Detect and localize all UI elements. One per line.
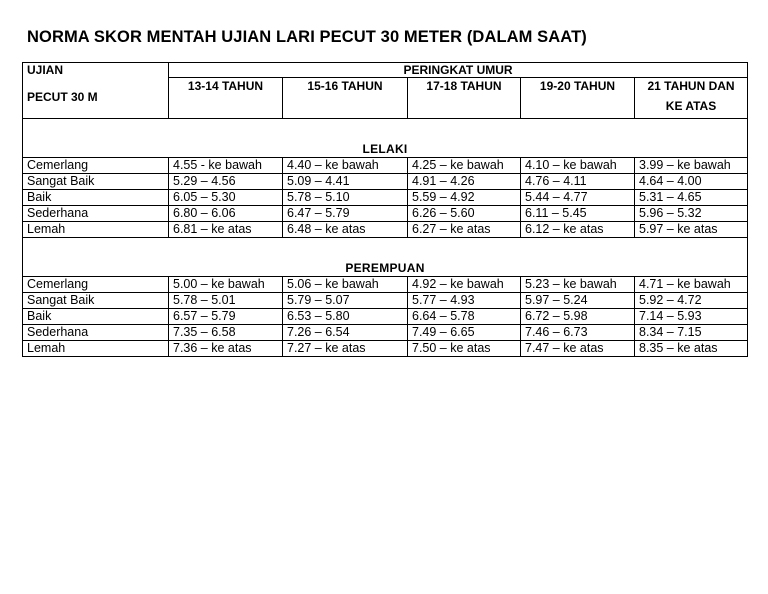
score-cell: 6.53 – 5.80 — [283, 309, 408, 325]
score-cell: 5.77 – 4.93 — [408, 293, 521, 309]
score-cell: 5.96 – 5.32 — [635, 206, 748, 222]
score-cell: 4.64 – 4.00 — [635, 174, 748, 190]
test-name-header — [23, 63, 169, 119]
norms-table — [22, 62, 748, 357]
score-cell: 7.27 – ke atas — [283, 341, 408, 357]
category-cell: Lemah — [23, 222, 169, 238]
section-header-row — [23, 238, 748, 277]
age-header-19-20: 19-20 TAHUN — [521, 78, 635, 119]
table-row — [23, 222, 748, 238]
table-row — [23, 341, 748, 357]
section-label: PEREMPUAN — [23, 238, 748, 277]
age-header-15-16: 15-16 TAHUN — [283, 78, 408, 119]
category-cell: Lemah — [23, 341, 169, 357]
score-cell: 7.35 – 6.58 — [169, 325, 283, 341]
age-header-21-line2: KE ATAS — [665, 99, 717, 113]
score-cell: 5.06 – ke bawah — [283, 277, 408, 293]
score-cell: 8.35 – ke atas — [635, 341, 748, 357]
score-cell: 6.72 – 5.98 — [521, 309, 635, 325]
score-cell: 6.12 – ke atas — [521, 222, 635, 238]
score-cell: 5.97 – ke atas — [635, 222, 748, 238]
score-cell: 5.92 – 4.72 — [635, 293, 748, 309]
header-row-1 — [23, 63, 748, 78]
table-body — [23, 63, 748, 357]
score-cell: 4.76 – 4.11 — [521, 174, 635, 190]
score-cell: 8.34 – 7.15 — [635, 325, 748, 341]
category-cell: Cemerlang — [23, 277, 169, 293]
score-cell: 6.27 – ke atas — [408, 222, 521, 238]
score-cell: 7.47 – ke atas — [521, 341, 635, 357]
score-cell: 7.36 – ke atas — [169, 341, 283, 357]
score-cell: 7.14 – 5.93 — [635, 309, 748, 325]
score-cell: 6.57 – 5.79 — [169, 309, 283, 325]
table-row — [23, 293, 748, 309]
score-cell: 6.26 – 5.60 — [408, 206, 521, 222]
test-name-line2: PECUT 30 M — [27, 90, 98, 104]
category-cell: Cemerlang — [23, 158, 169, 174]
score-cell: 4.92 – ke bawah — [408, 277, 521, 293]
score-cell: 6.11 – 5.45 — [521, 206, 635, 222]
score-cell: 5.78 – 5.10 — [283, 190, 408, 206]
score-cell: 6.80 – 6.06 — [169, 206, 283, 222]
page-title: NORMA SKOR MENTAH UJIAN LARI PECUT 30 METER (DALAM SAAT) — [27, 28, 587, 46]
category-cell: Baik — [23, 190, 169, 206]
score-cell: 7.46 – 6.73 — [521, 325, 635, 341]
age-header-17-18: 17-18 TAHUN — [408, 78, 521, 119]
age-group-header: PERINGKAT UMUR — [169, 63, 748, 78]
age-header-21-line1: 21 TAHUN DAN — [647, 79, 735, 93]
category-cell: Sangat Baik — [23, 293, 169, 309]
test-name-line1: UJIAN — [27, 63, 64, 77]
score-cell: 6.48 – ke atas — [283, 222, 408, 238]
score-cell: 5.09 – 4.41 — [283, 174, 408, 190]
table-row — [23, 309, 748, 325]
score-cell: 7.26 – 6.54 — [283, 325, 408, 341]
score-cell: 4.25 – ke bawah — [408, 158, 521, 174]
score-cell: 4.10 – ke bawah — [521, 158, 635, 174]
score-cell: 5.78 – 5.01 — [169, 293, 283, 309]
table-row — [23, 174, 748, 190]
category-cell: Sangat Baik — [23, 174, 169, 190]
category-cell: Baik — [23, 309, 169, 325]
score-cell: 6.05 – 5.30 — [169, 190, 283, 206]
score-cell: 4.40 – ke bawah — [283, 158, 408, 174]
score-cell: 5.44 – 4.77 — [521, 190, 635, 206]
table-row — [23, 190, 748, 206]
score-cell: 4.55 - ke bawah — [169, 158, 283, 174]
score-cell: 4.91 – 4.26 — [408, 174, 521, 190]
age-header-13-14: 13-14 TAHUN — [169, 78, 283, 119]
score-cell: 5.31 – 4.65 — [635, 190, 748, 206]
table-row — [23, 277, 748, 293]
score-cell: 5.97 – 5.24 — [521, 293, 635, 309]
score-cell: 5.29 – 4.56 — [169, 174, 283, 190]
section-label: LELAKI — [23, 119, 748, 158]
table-row — [23, 206, 748, 222]
score-cell: 6.81 – ke atas — [169, 222, 283, 238]
score-cell: 5.23 – ke bawah — [521, 277, 635, 293]
score-cell: 5.00 – ke bawah — [169, 277, 283, 293]
score-cell: 5.59 – 4.92 — [408, 190, 521, 206]
score-cell: 7.50 – ke atas — [408, 341, 521, 357]
table-row — [23, 158, 748, 174]
score-cell: 7.49 – 6.65 — [408, 325, 521, 341]
score-cell: 3.99 – ke bawah — [635, 158, 748, 174]
table-row — [23, 325, 748, 341]
section-header-row — [23, 119, 748, 158]
score-cell: 4.71 – ke bawah — [635, 277, 748, 293]
score-cell: 5.79 – 5.07 — [283, 293, 408, 309]
age-header-21-plus — [635, 78, 748, 119]
category-cell: Sederhana — [23, 325, 169, 341]
category-cell: Sederhana — [23, 206, 169, 222]
score-cell: 6.47 – 5.79 — [283, 206, 408, 222]
score-cell: 6.64 – 5.78 — [408, 309, 521, 325]
